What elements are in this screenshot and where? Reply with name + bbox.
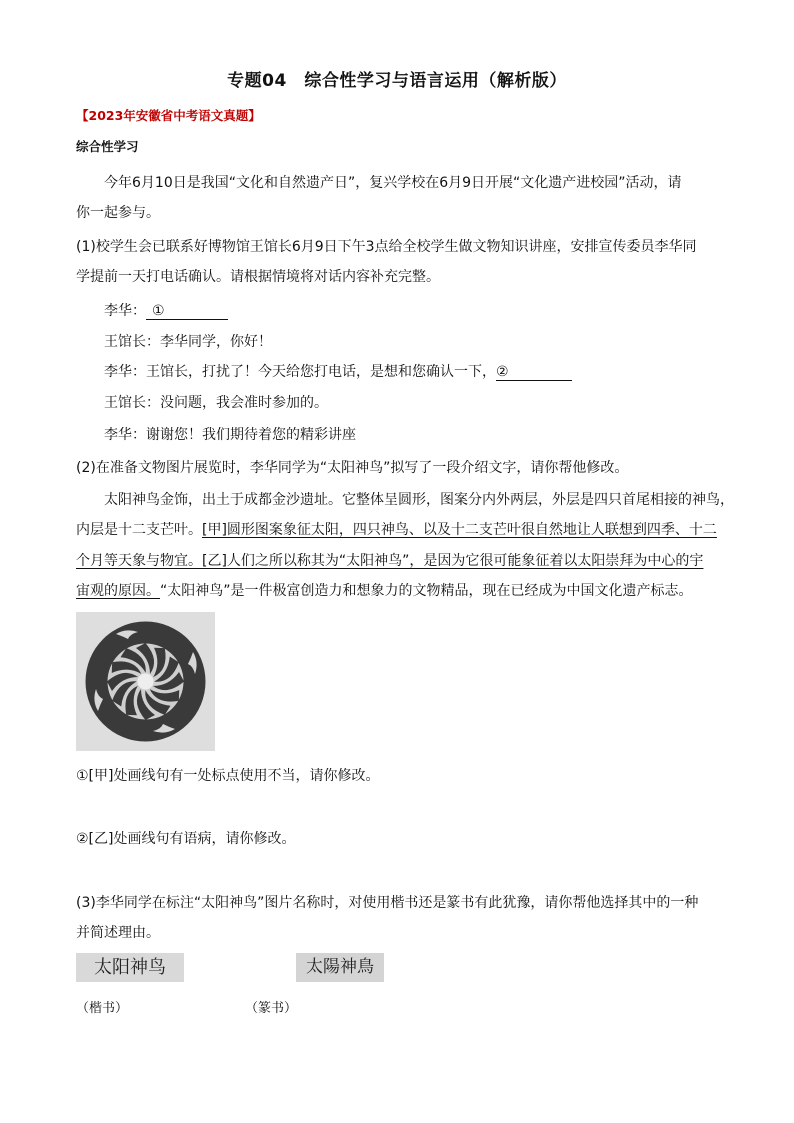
blank-1-marker: ① xyxy=(152,303,165,319)
sub-question-1: ①[甲]处画线句有一处标点使用不当，请你修改。 xyxy=(76,768,380,784)
speaker-li-hua: 李华： xyxy=(104,303,146,319)
caption-zhuanshu: （篆书） xyxy=(245,1001,298,1016)
question-1-line-2: 学提前一天打电话确认。请根据情境将对话内容补充完整。 xyxy=(76,269,440,285)
dialogue-line-4: 王馆长：没问题，我会准时参加的。 xyxy=(104,395,328,411)
section-heading: 综合性学习 xyxy=(76,139,139,154)
passage-line-4-plain: “太阳神鸟”是一件极富创造力和想象力的文物精品，现在已经成为中国文化遗产标志。 xyxy=(160,583,693,599)
passage-line-1: 太阳神鸟金饰，出土于成都金沙遗址。它整体呈圆形，图案分内外两层，外层是四只首尾相接的神鸟， xyxy=(104,492,734,508)
dialogue-line-5: 李华：谢谢您！我们期待着您的精彩讲座 xyxy=(104,427,356,443)
answer-blank-1[interactable] xyxy=(146,303,228,320)
blank-2-marker: ② xyxy=(496,364,509,380)
intro-line-2: 你一起参与。 xyxy=(76,205,160,221)
dialogue-line-3-text: 李华：王馆长，打扰了！今天给您打电话，是想和您确认一下， xyxy=(104,364,496,380)
underlined-sentence-jia: [甲]圆形图案象征太阳，四只神鸟、以及十二支芒叶很自然地让人联想到四季、十二 xyxy=(202,522,717,538)
sun-bird-graphic xyxy=(76,612,215,751)
answer-blank-2[interactable] xyxy=(496,364,572,381)
question-3-line-2: 并简述理由。 xyxy=(76,925,160,941)
intro-line-1: 今年6月10日是我国“文化和自然遗产日”，复兴学校在6月9日开展“文化遗产进校园”活动，请 xyxy=(104,175,682,191)
passage-line-4 xyxy=(76,580,693,600)
underlined-sentence-yi: [乙]人们之所以称其为“太阳神鸟”，是因为它很可能象征着以太阳崇拜为中心的宇 xyxy=(202,553,704,569)
kaishu-script-image: 太阳神鸟 xyxy=(76,953,184,982)
dialogue-line-3 xyxy=(104,361,572,381)
zhuanshu-script-image: 太陽神鳥 xyxy=(296,953,384,982)
dialogue-line-2: 王馆长：李华同学，你好！ xyxy=(104,334,272,350)
passage-line-3 xyxy=(76,550,703,570)
underlined-sentence-yi-end: 宙观的原因。 xyxy=(76,583,160,599)
question-3-line-1: (3)李华同学在标注“太阳神鸟”图片名称时，对使用楷书还是篆书有此犹豫，请你帮他选择其中的一种 xyxy=(76,895,699,911)
question-2: (2)在准备文物图片展览时，李华同学为“太阳神鸟”拟写了一段介绍文字，请你帮他修改。 xyxy=(76,460,629,476)
passage-line-2-plain: 内层是十二支芒叶。 xyxy=(76,522,202,538)
exam-source-heading: 【2023年安徽省中考语文真题】 xyxy=(76,108,261,123)
underlined-sentence-jia-end: 个月等天象与物宜。 xyxy=(76,553,202,569)
center-hole xyxy=(138,674,154,690)
page-title: 专题04 综合性学习与语言运用（解析版） xyxy=(227,71,567,91)
dialogue-line-1 xyxy=(104,300,228,320)
sun-bird-image xyxy=(76,612,215,751)
passage-line-2 xyxy=(76,519,717,539)
question-1-line-1: (1)校学生会已联系好博物馆王馆长6月9日下午3点给全校学生做文物知识讲座，安排宣传委员李华同 xyxy=(76,239,697,255)
sub-question-2: ②[乙]处画线句有语病，请你修改。 xyxy=(76,831,296,847)
caption-kaishu: （楷书） xyxy=(76,1001,129,1016)
